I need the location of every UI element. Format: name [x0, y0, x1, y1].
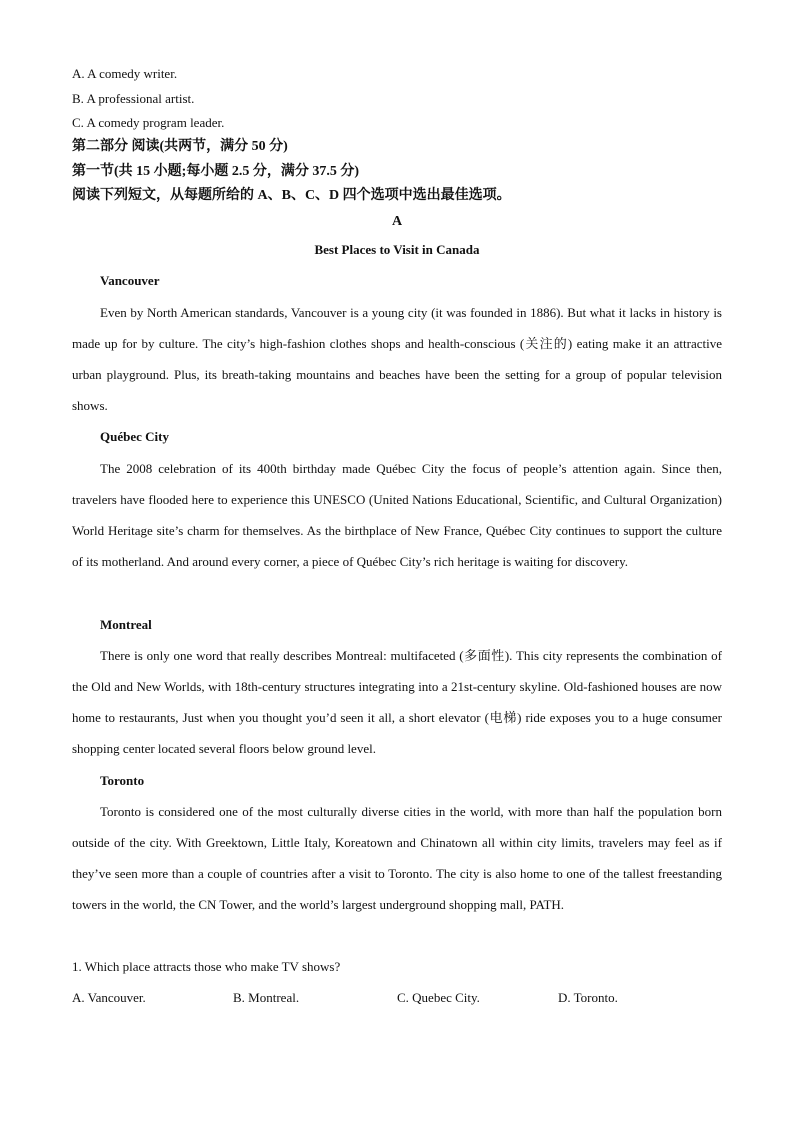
passage-letter: A	[391, 214, 403, 229]
city-paragraph-vancouver: Even by North American standards, Vancouver is a young city (it was founded in 1886). But what it lacks in history is made up for by culture. The city’s high-fashion clothes shops and health-conscious (关注的) eating make it an attractive urban playground. Plus, its breath-taking mountains and beaches have been the setting for a group of popular television shows.	[72, 305, 722, 413]
option-a: A. A comedy writer.	[72, 66, 178, 81]
city-paragraph-quebec: The 2008 celebration of its 400th birthday made Québec City the focus of people’s attention again. Since then, travelers have flooded here to experience this UNESCO (United Nations Educational, Scientific, and Cultural Organization) World Heritage site’s charm for themselves. As the birthplace of New France, Québec City continues to support the culture of its motherland. And around every corner, a piece of Québec City’s rich heritage is waiting for discovery.	[72, 461, 722, 569]
city-paragraph-toronto: Toronto is considered one of the most culturally diverse cities in the world, with more than half the population born outside of the city. With Greektown, Little Italy, Koreatown and Chinatown all within city limits, travelers may feel as if they’ve seen more than a couple of countries after a visit to Toronto. The city is also home to one of the tallest freestanding towers in the world, the CN Tower, and the world’s largest underground shopping mall, PATH.	[72, 804, 722, 912]
option-c: C. A comedy program leader.	[72, 115, 225, 130]
instruction: 阅读下列短文，从每题所给的 A、B、C、D 四个选项中选出最佳选项。	[72, 188, 511, 203]
section-heading: 第二部分 阅读(共两节，满分 50 分)	[72, 139, 288, 154]
city-heading-toronto: Toronto	[100, 773, 145, 788]
city-heading-vancouver: Vancouver	[100, 273, 160, 288]
city-heading-quebec: Québec City	[100, 429, 169, 444]
city-paragraph-montreal: There is only one word that really describes Montreal: multifaceted (多面性). This city represents the combination of the Old and New Worlds, with 18th-century structures integrating into a 21st-century skyline. Old-fashioned houses are now home to restaurants, Just when you thought you’d seen it all, a short elevator (电梯) ride exposes you to a huge consumer shopping center located several floors below ground level.	[72, 648, 722, 756]
passage-title: Best Places to Visit in Canada	[314, 242, 480, 257]
city-heading-montreal: Montreal	[100, 617, 152, 632]
answer-option-b: B. Montreal.	[233, 990, 300, 1005]
subsection-heading: 第一节(共 15 小题;每小题 2.5 分，满分 37.5 分)	[72, 164, 359, 179]
option-b: B. A professional artist.	[72, 91, 195, 106]
answer-option-c: C. Quebec City.	[397, 990, 480, 1005]
answer-option-a: A. Vancouver.	[72, 990, 146, 1005]
answer-option-d: D. Toronto.	[558, 990, 618, 1005]
question-stem: 1. Which place attracts those who make TV shows?	[72, 959, 341, 974]
